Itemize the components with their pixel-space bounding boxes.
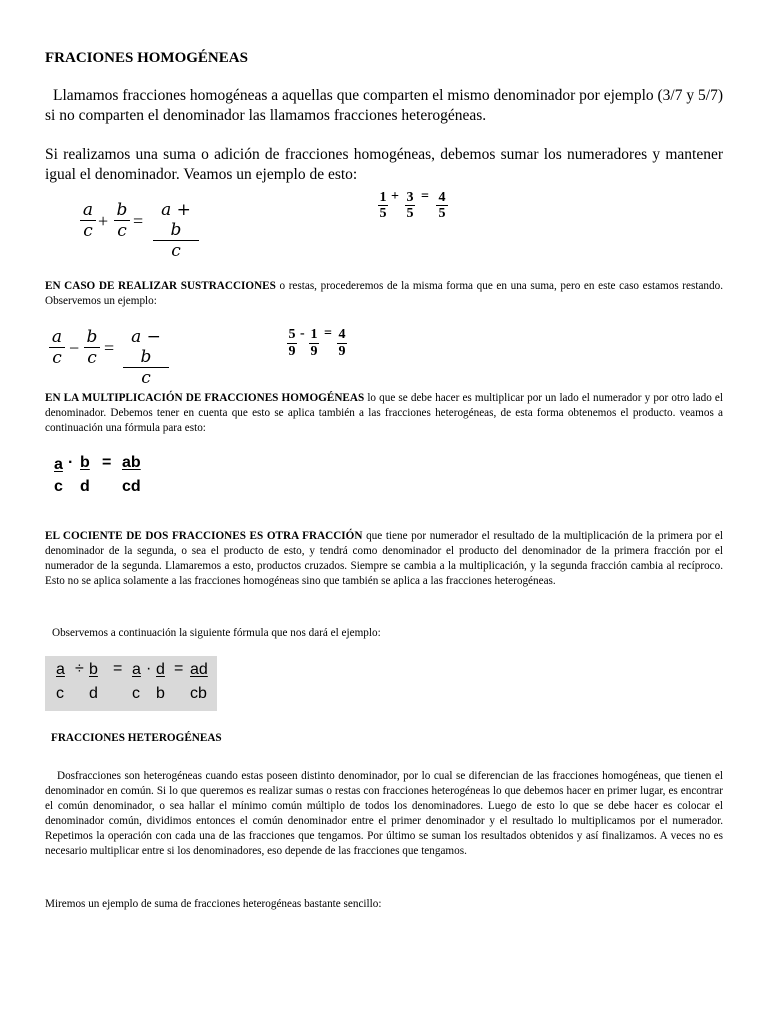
sub-formula-den-result: c — [141, 368, 151, 388]
sub-formula-num1: a — [51, 327, 63, 347]
div-den-d: d — [89, 685, 98, 702]
division-paragraph — [45, 529, 723, 589]
sub-formula-den1: c — [52, 348, 62, 368]
equals-sign: = — [174, 660, 184, 677]
div-num-b: b — [89, 661, 98, 678]
intro-paragraph: Llamamos fracciones homogéneas a aquellas que comparten el mismo denominador por ejemplo (3/7 y 5/7) si no comparten el denominador las llamamos fracciones heterogéneas. — [45, 87, 723, 124]
subtraction-heading: EN CASO DE REALIZAR SUSTRACCIONES — [45, 280, 276, 292]
equals-sign: = — [104, 338, 115, 358]
sum-example-den2: 5 — [406, 206, 414, 221]
sum-example-den-result: 5 — [438, 206, 446, 221]
division-formula — [45, 656, 217, 711]
sum-example-num-result: 4 — [438, 190, 446, 205]
mult-result-num: ab — [122, 454, 141, 471]
sub-example-den-result: 9 — [338, 344, 346, 359]
mult-den-c: c — [54, 478, 63, 495]
plus-sign: + — [98, 211, 109, 231]
plus-sign: + — [391, 189, 399, 204]
multiplication-text: lo que se debe hacer es multiplicar por un lado el numerador y por otro lado el denominador. Debemos tener en cuenta que esto se aplica también a las fracciones heterogéneas, de esta forma obtenemos el producto. veamos a continuación una fórmula para esto: — [45, 392, 723, 434]
sub-formula-num2: b — [86, 327, 98, 347]
sum-formula-den-result: c — [171, 241, 181, 261]
div-den-c: c — [56, 685, 64, 702]
sum-example-num1: 1 — [379, 190, 387, 205]
sum-example-den1: 5 — [379, 206, 387, 221]
sum-formula-num-result: a + b — [161, 200, 191, 240]
sub-example-num1: 5 — [288, 327, 296, 342]
sub-example-den2: 9 — [310, 344, 318, 359]
sum-paragraph: Si realizamos una suma o adición de fracciones homogéneas, debemos sumar los numeradores y mantener igual el denominador. Veamos un ejemplo de esto: — [45, 146, 723, 183]
division-text: que tiene por numerador el resultado de la multiplicación de la primera por el denominador de la segunda, o sea el producto de esto, y tendrá como denominador el producto del denominador de la primera fracción por el numerador de la segunda. Llamaremos a esto, productos cruzados. Siempre se cambia a la multiplicación, y la segunda fracción cambia al recíproco. Esto no se aplica solamente a las fracciones homogéneas sino que también se aplica a las fracciones heterogéneas. — [45, 530, 723, 587]
minus-sign: - — [300, 326, 305, 341]
mult-den-d: d — [80, 478, 90, 495]
divide-operator: ÷ — [75, 660, 84, 677]
sum-formula-den1: c — [83, 221, 93, 241]
multiplication-heading: EN LA MULTIPLICACIÓN DE FRACCIONES HOMOGÉNEAS — [45, 392, 365, 404]
div-result-den: cb — [190, 685, 207, 702]
multiplication-paragraph — [45, 391, 723, 436]
sum-formula-num2: b — [116, 200, 128, 220]
equals-sign: = — [421, 189, 429, 204]
sub-example-den1: 9 — [288, 344, 296, 359]
div-step-den-c: c — [132, 685, 140, 702]
division-observe-line: Observemos a continuación la siguiente fórmula que nos dará el ejemplo: — [52, 627, 381, 639]
equals-sign: = — [113, 660, 123, 677]
multiplication-formula — [46, 452, 146, 500]
equals-sign: = — [324, 326, 332, 341]
sum-formula-den2: c — [117, 221, 127, 241]
heterogeneous-paragraph: Dosfracciones son heterogéneas cuando estas poseen distinto denominador, por lo cual se diferencian de las fracciones homogéneas, que tienen el denominador en común. Si lo que queremos es realizar sumas o restas con fracciones heterogéneas lo que debemos hacer en primer lugar, es encontrar el común denominador, o sea hallar el mínimo común múltiplo de todos los denominadores. Luego de esto lo que se debe hacer es colocar el denominador común, dividimos entonces el común denominador entre el primer denominador y el resultado lo multiplicamos por el numerador. Repetimos la operación con cada una de las fracciones que tengamos. Por último se suman los resultados obtenidos y así finalizamos. A veces no es necesario multiplicar entre si los denominadores, eso depende de las fracciones que tengamos. — [45, 770, 723, 857]
subtraction-text: o restas, procederemos de la misma forma que en una suma, pero en este caso estamos restando. Observemos un ejemplo: — [45, 280, 724, 307]
division-heading: EL COCIENTE DE DOS FRACCIONES ES OTRA FRACCIÓN — [45, 530, 363, 542]
page-title: FRACIONES HOMOGÉNEAS — [45, 50, 248, 66]
subtraction-paragraph — [45, 279, 723, 309]
sum-formula-num1: a — [82, 200, 94, 220]
sum-example-num2: 3 — [406, 190, 414, 205]
dot-operator: · — [68, 454, 74, 471]
minus-sign: − — [69, 338, 80, 358]
heterogeneous-example-intro: Miremos un ejemplo de suma de fracciones heterogéneas bastante sencillo: — [45, 898, 382, 910]
sub-example-num2: 1 — [310, 327, 318, 342]
heterogeneous-heading: FRACCIONES HETEROGÉNEAS — [51, 732, 222, 744]
div-step-num-a: a — [132, 661, 141, 678]
mult-num-b: b — [80, 454, 90, 471]
sub-formula-den2: c — [87, 348, 97, 368]
sub-example-num-result: 4 — [338, 327, 346, 342]
sub-formula-num-result: a − b — [131, 327, 161, 367]
dot-operator: · — [146, 660, 152, 677]
div-result-num: ad — [190, 661, 208, 678]
div-step-num-d: d — [156, 661, 165, 678]
div-step-den-b: b — [156, 685, 165, 702]
equals-sign: = — [133, 211, 144, 231]
equals-sign: = — [102, 454, 112, 471]
mult-num-a: a — [54, 456, 63, 473]
div-num-a: a — [56, 661, 65, 678]
mult-result-den: cd — [122, 478, 141, 495]
